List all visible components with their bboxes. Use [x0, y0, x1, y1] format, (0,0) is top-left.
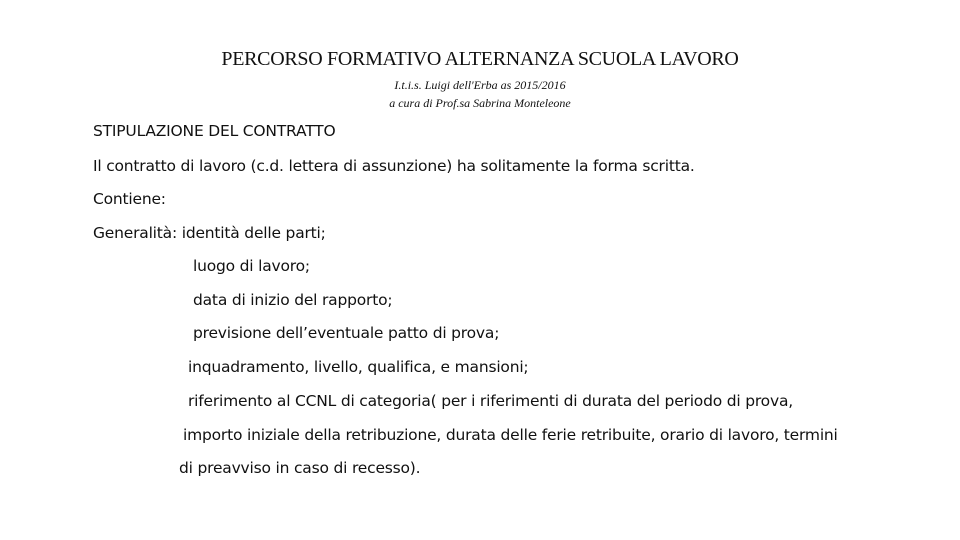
- slide-title: PERCORSO FORMATIVO ALTERNANZA SCUOLA LAVORO: [221, 48, 739, 70]
- author-subtitle: a cura di Prof.sa Sabrina Monteleone: [389, 96, 571, 110]
- list-item: inquadramento, livello, qualifica, e mansioni;: [188, 358, 529, 376]
- intro-text: Il contratto di lavoro (c.d. lettera di assunzione) ha solitamente la forma scritta.: [93, 157, 695, 175]
- list-item: importo iniziale della retribuzione, durata delle ferie retribuite, orario di lavoro, termini: [183, 426, 838, 444]
- school-subtitle: I.t.i.s. Luigi dell'Erba as 2015/2016: [394, 78, 566, 92]
- list-item: Generalità: identità delle parti;: [93, 224, 326, 242]
- list-item: riferimento al CCNL di categoria( per i riferimenti di durata del periodo di prova,: [188, 392, 793, 410]
- section-heading: STIPULAZIONE DEL CONTRATTO: [93, 122, 336, 140]
- list-item: data di inizio del rapporto;: [193, 291, 393, 309]
- list-item: di preavviso in caso di recesso).: [179, 459, 421, 477]
- list-item: luogo di lavoro;: [193, 257, 310, 275]
- contains-label: Contiene:: [93, 190, 166, 208]
- list-item: previsione dell’eventuale patto di prova;: [193, 324, 500, 342]
